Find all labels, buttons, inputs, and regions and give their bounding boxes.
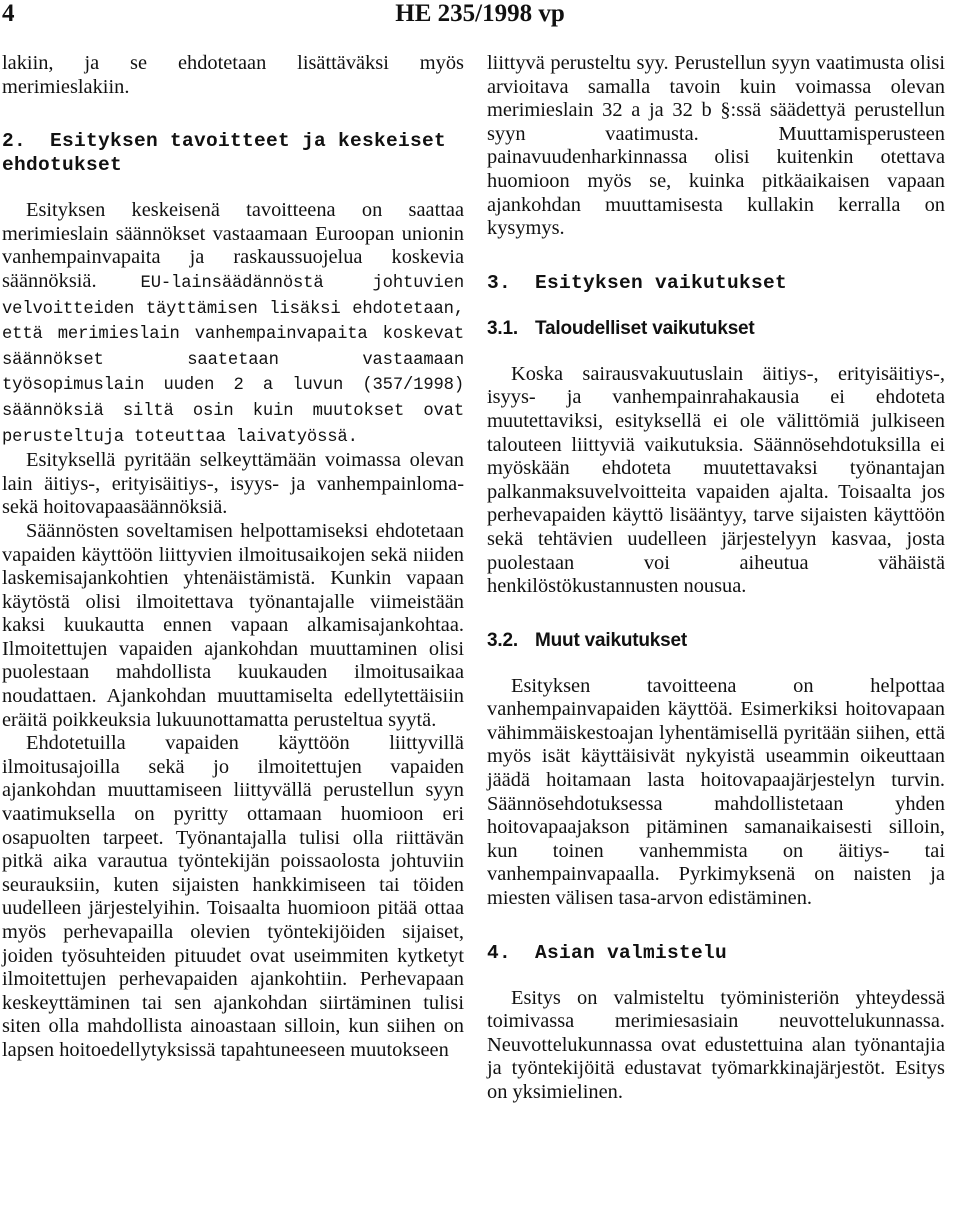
section-3-2-title: Muut vaikutukset	[535, 629, 687, 651]
section-3-number: 3.	[487, 271, 512, 294]
page-number: 4	[2, 0, 15, 27]
section-3-1-number: 3.1.	[487, 317, 518, 339]
section-3-2-paragraph: Esityksen tavoitteena on helpottaa vanhempainvapaiden käyttöä. Esimerkiksi hoitovapaan vähimmäiskestoajan lyhentämisellä pyritään siihen, että myös isät käyttäisivät nykyistä useammin oikeuttaan jäädä hoitamaan lasta hoitovapaajärjestelyn turvin. Säännösehdotuksessa mahdollistetaan yhden hoitovapaajakson pitäminen samanaikaisesti silloin, kun toinen vanhemmista on äitiys- tai vanhempainvapaalla. Pyrkimyksenä on naisten ja miesten välisen tasa-arvon edistäminen.	[487, 674, 945, 910]
section-4-paragraph: Esitys on valmisteltu työministeriön yhteydessä toimivassa merimiesasiain neuvottelukunnassa. Neuvottelukunnassa ovat edustettuina alan työnantajia ja työntekijöitä edustavat työmarkkinajärjestöt. Esitys on yksimielinen.	[487, 986, 945, 1103]
section-4-title: Asian valmistelu	[535, 941, 728, 964]
section-2-title: Esityksen tavoitteet ja keskeiset ehdotukset	[2, 130, 447, 177]
section-3-2-number: 3.2.	[487, 629, 518, 651]
intro-paragraph: lakiin, ja se ehdotetaan lisättäväksi myös merimieslakiin.	[2, 52, 464, 98]
section-3-1-paragraph: Koska sairausvakuutuslain äitiys-, erityisäitiys-, isyys- ja vanhempainrahakausia ei ehdoteta muutettaviksi, esityksellä ei ole välittömiä julkiseen talouteen liittyviä vaikutuksia. Säännösehdotuksilla ei myöskään ehdoteta muutettavaksi työnantajan palkanmaksuvelvoitteita vapaiden ajalta. Toisaalta jos perhevapaiden käyttö lisääntyy, tarve sijaisten käyttöön sekä tehtävien uudelleen järjestelyyn kasvaa, josta puolestaan voi aiheutua vähäistä henkilöstökustannusten nousua.	[487, 362, 945, 598]
section-3-1-title: Taloudelliset vaikutukset	[535, 317, 755, 339]
section-4-heading	[487, 941, 945, 965]
section-2-paragraph-3: Säännösten soveltamisen helpottamiseksi ehdotetaan vapaiden käyttöön liittyvien ilmoitusaikojen sekä niiden laskemisajankohtien yhtenäistämistä. Kunkin vapaan käytöstä olisi ilmoitettava työnantajalle viimeistään kaksi kuukautta ennen vapaan alkamisajankohtaa. Ilmoitettujen vapaiden ajankohdan muuttaminen olisi puolestaan mahdollista kuukauden ilmoitusaikaa noudattaen. Ajankohdan muuttamiselta edellytettäisiin eräitä poikkeuksia lukuunottamatta perusteltua syytä.	[2, 519, 464, 731]
section-2-paragraph-2: Esityksellä pyritään selkeyttämään voimassa olevan lain äitiys-, erityisäitiys-, isyys- ja vanhempainloma- sekä hoitovapaasäännöksiä.	[2, 449, 464, 519]
left-column	[2, 52, 464, 1063]
continued-paragraph: liittyvä perusteltu syy. Perustellun syyn vaatimusta olisi arvioitava samalla tavoin kuin voimassa olevan merimieslain 32 a ja 32 b §:ssä säädettyä perustellun syyn vaatimusta. Muuttamisperusteen painavuudenharkinnassa olisi kuitenkin otettava huomioon myös se, kuinka pitkäaikaisen vapaan ajankohdan muuttamisesta kullakin kerralla on kysymys.	[487, 52, 945, 240]
section-2-heading	[2, 129, 464, 177]
section-2-paragraph-1	[2, 199, 464, 449]
right-column	[487, 52, 945, 1105]
section-2-number: 2.	[2, 130, 27, 153]
document-id: HE 235/1998 vp	[395, 0, 565, 27]
section-2-paragraph-4: Ehdotetuilla vapaiden käyttöön liittyvillä ilmoitusajoilla sekä jo ilmoitettujen vapaiden ajankohdan muuttamiseen liittyvällä perustellun syyn vaatimuksella on pyritty ottamaan huomioon eri osapuolten tarpeet. Työnantajalla tulisi olla riittävän pitkä aika varautua työntekijän poissaolosta johtuviin seurauksiin, kuten sijaisten hankkimiseen tai töiden uudelleen järjestelyihin. Toisaalta huomioon pitää ottaa myös perhevapailla olevien työntekijöiden sijaiset, joiden työsuhteiden pituudet ovat useimmiten kytketyt ilmoitettujen perhevapaiden ajankohtiin. Perhevapaan keskeyttäminen tai sen ajankohdan siirtäminen tulisi siten olla mahdollista ainoastaan silloin, kun siihen on lapsen hoitoedellytyksissä tapahtuneeseen muutokseen	[2, 732, 464, 1061]
paragraph-1-mono-text: EU-lainsäädännöstä johtuvien velvoitteiden täyttämisen lisäksi ehdotetaan, että merimieslain vanhempainvapaita koskevat säännökset saatetaan vastaamaan työsopimuslain uuden 2 a luvun (357/1998) säännöksiä siltä osin kuin muutokset ovat perusteltuja toteuttaa laivatyössä.	[2, 273, 464, 447]
section-3-title: Esityksen vaikutukset	[535, 271, 788, 294]
section-4-number: 4.	[487, 941, 512, 964]
paragraph-1-serif-text: Esityksen keskeisenä tavoitteena on saattaa merimieslain säännökset vastaamaan Euroopan unionin vanhempainvapaita ja raskaussuojelua koskevia säännöksiä.	[2, 199, 464, 292]
section-3-1-heading	[487, 317, 945, 341]
section-3-heading	[487, 271, 945, 295]
page-header	[0, 0, 960, 34]
section-3-2-heading	[487, 629, 945, 653]
